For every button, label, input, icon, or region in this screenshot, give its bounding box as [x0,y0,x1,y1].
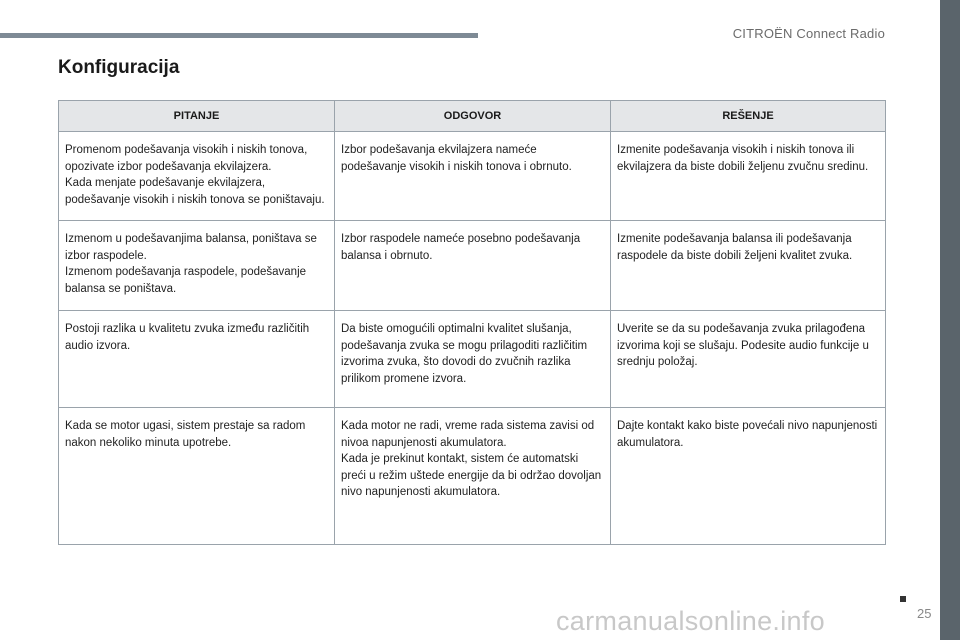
table-row [59,132,886,221]
answer-cell [335,408,611,545]
answer-cell [335,132,611,221]
cell-text: Kada je prekinut kontakt, sistem će automatski preći u režim uštede energije da bi održao dovoljan nivo napunjenosti akumulatora. [341,453,602,498]
answer-cell [335,221,611,311]
table-row [59,311,886,408]
watermark: carmanualsonline.info [556,606,825,636]
question-cell [59,408,335,545]
question-cell [59,311,335,408]
cell-text: Kada menjate podešavanje ekvilajzera, podešavanje visokih i niskih tonova se poništavaju. [65,177,325,206]
answer-cell [335,311,611,408]
cell-text: Postoji razlika u kvalitetu zvuka između različitih audio izvora. [65,323,310,352]
cell-text: Izmenom podešavanja raspodele, podešavanje balansa se poništava. [65,266,307,295]
solution-cell [611,132,886,221]
cell-text: Izmenite podešavanja visokih i niskih tonova ili ekvilajzera da biste dobili željenu zvučnu sredinu. [617,144,869,173]
column-header-answer: ODGOVOR [335,101,611,132]
cell-text: Da biste omogućili optimalni kvalitet slušanja, podešavanja zvuka se mogu prilagoditi različitim izvorima zvuka, što dovodi do zvučnih razlika prilikom promene izvora. [341,323,588,385]
cell-text: Promenom podešavanja visokih i niskih tonova, opozivate izbor podešavanja ekvilajzera. [65,144,308,173]
cell-text: Izmenite podešavanja balansa ili podešavanja raspodele da biste dobili željeni kvalitet zvuka. [617,233,853,262]
solution-cell [611,311,886,408]
cell-text: Kada motor ne radi, vreme rada sistema zavisi od nivoa napunjenosti akumulatora. [341,420,595,449]
column-header-question: PITANJE [59,101,335,132]
header-brand-title: CITROËN Connect Radio [732,26,885,41]
cell-text: Uverite se da su podešavanja zvuka prilagođena izvorima koji se slušaju. Podesite audio funkcije u srednju položaj. [617,323,869,368]
header-rule [0,33,478,38]
page-title: Konfiguracija [58,57,180,78]
side-bar [940,0,960,640]
column-header-solution: REŠENJE [611,101,886,132]
solution-cell [611,221,886,311]
page-number: 25 [917,606,932,621]
cell-text: Izbor podešavanja ekvilajzera nameće podešavanje visokih i niskih tonova i obrnuto. [341,144,572,173]
solution-cell [611,408,886,545]
table-header-row [59,101,886,132]
question-cell [59,221,335,311]
cell-text: Izmenom u podešavanjima balansa, poništava se izbor raspodele. [65,233,317,262]
cell-text: Kada se motor ugasi, sistem prestaje sa radom nakon nekoliko minuta upotrebe. [65,420,306,449]
page-marker [900,596,906,602]
table-row [59,408,886,545]
troubleshooting-table [58,100,886,545]
cell-text: Izbor raspodele nameće posebno podešavanja balansa i obrnuto. [341,233,581,262]
question-cell [59,132,335,221]
table-row [59,221,886,311]
cell-text: Dajte kontakt kako biste povećali nivo napunjenosti akumulatora. [617,420,878,449]
